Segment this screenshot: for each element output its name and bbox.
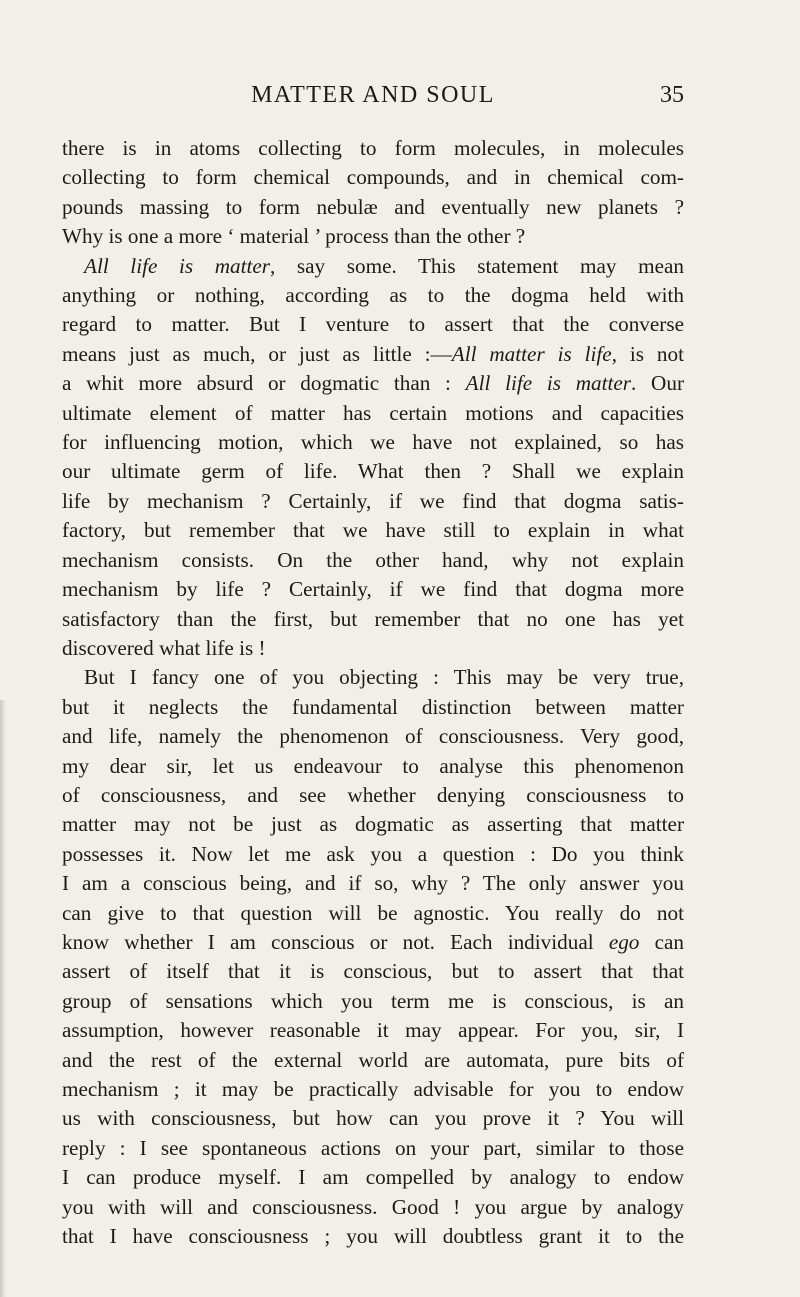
text-line: ultimate element of matter has certain motions and capacities	[62, 400, 684, 425]
text-line: mechanism ; it may be practically advisable for you to endow	[62, 1077, 684, 1101]
text-line: factory, but remember that we have still to explain in what	[62, 518, 684, 543]
text-line: regard to matter. But I venture to assert that the converse	[62, 312, 684, 337]
page-number: 35	[660, 82, 684, 108]
text-line: assert of itself that it is conscious, but to assert that that	[62, 959, 684, 984]
text-line: discovered what life is !	[62, 635, 266, 660]
page-edge-shadow	[0, 700, 6, 1297]
text-line: pounds massing to form nebulæ and eventually new planets ?	[62, 194, 684, 219]
text-line: Why is one a more ‘ material ’ process than the other ?	[62, 224, 526, 249]
text-line: and life, namely the phenomenon of consciousness. Very good,	[62, 724, 684, 749]
body-text	[62, 134, 684, 1251]
text-line: anything or nothing, according as to the dogma held with	[62, 283, 684, 308]
running-head	[62, 82, 684, 118]
text-line: of consciousness, and see whether denying consciousness to	[62, 782, 684, 807]
text-line: means just as much, or just as little :—All matter is life, is not	[62, 341, 684, 366]
running-title: MATTER AND SOUL	[251, 82, 495, 108]
text-line: for influencing motion, which we have not explained, so has	[62, 430, 684, 455]
text-line: that I have consciousness ; you will doubtless grant it to the	[62, 1224, 684, 1249]
text-line: assumption, however reasonable it may appear. For you, sir, I	[62, 1018, 684, 1043]
text-line: know whether I am conscious or not. Each individual ego can	[62, 929, 684, 954]
text-line: my dear sir, let us endeavour to analyse this phenomenon	[62, 753, 684, 778]
text-line: I am a conscious being, and if so, why ? The only answer you	[62, 871, 684, 896]
text-line: but it neglects the fundamental distinction between matter	[62, 694, 684, 719]
text-line: satisfactory than the first, but remember that no one has yet	[62, 606, 684, 631]
text-line: But I fancy one of you objecting : This may be very true,	[84, 665, 684, 690]
text-line: reply : I see spontaneous actions on your part, similar to those	[62, 1135, 684, 1160]
text-line: group of sensations which you term me is conscious, is an	[62, 988, 684, 1013]
text-line: a whit more absurd or dogmatic than : All life is matter. Our	[62, 371, 685, 396]
text-line: I can produce myself. I am compelled by analogy to endow	[62, 1165, 684, 1190]
text-line: and the rest of the external world are automata, pure bits of	[62, 1047, 684, 1072]
text-line: can give to that question will be agnostic. You really do not	[62, 900, 684, 925]
text-line: matter may not be just as dogmatic as asserting that matter	[62, 812, 684, 837]
text-line: life by mechanism ? Certainly, if we find that dogma satis-	[62, 488, 684, 513]
text-line: mechanism consists. On the other hand, why not explain	[62, 547, 684, 572]
text-line: collecting to form chemical compounds, and in chemical com-	[62, 165, 684, 190]
text-line: our ultimate germ of life. What then ? Shall we explain	[62, 459, 684, 484]
text-line: us with consciousness, but how can you prove it ? You will	[62, 1106, 684, 1131]
text-line: you with will and consciousness. Good ! you argue by analogy	[62, 1194, 684, 1219]
text-line: there is in atoms collecting to form molecules, in molecules	[62, 136, 684, 160]
text-line: All life is matter, say some. This statement may mean	[84, 253, 684, 278]
text-line: mechanism by life ? Certainly, if we find that dogma more	[62, 577, 684, 602]
text-line: possesses it. Now let me ask you a question : Do you think	[62, 841, 684, 866]
